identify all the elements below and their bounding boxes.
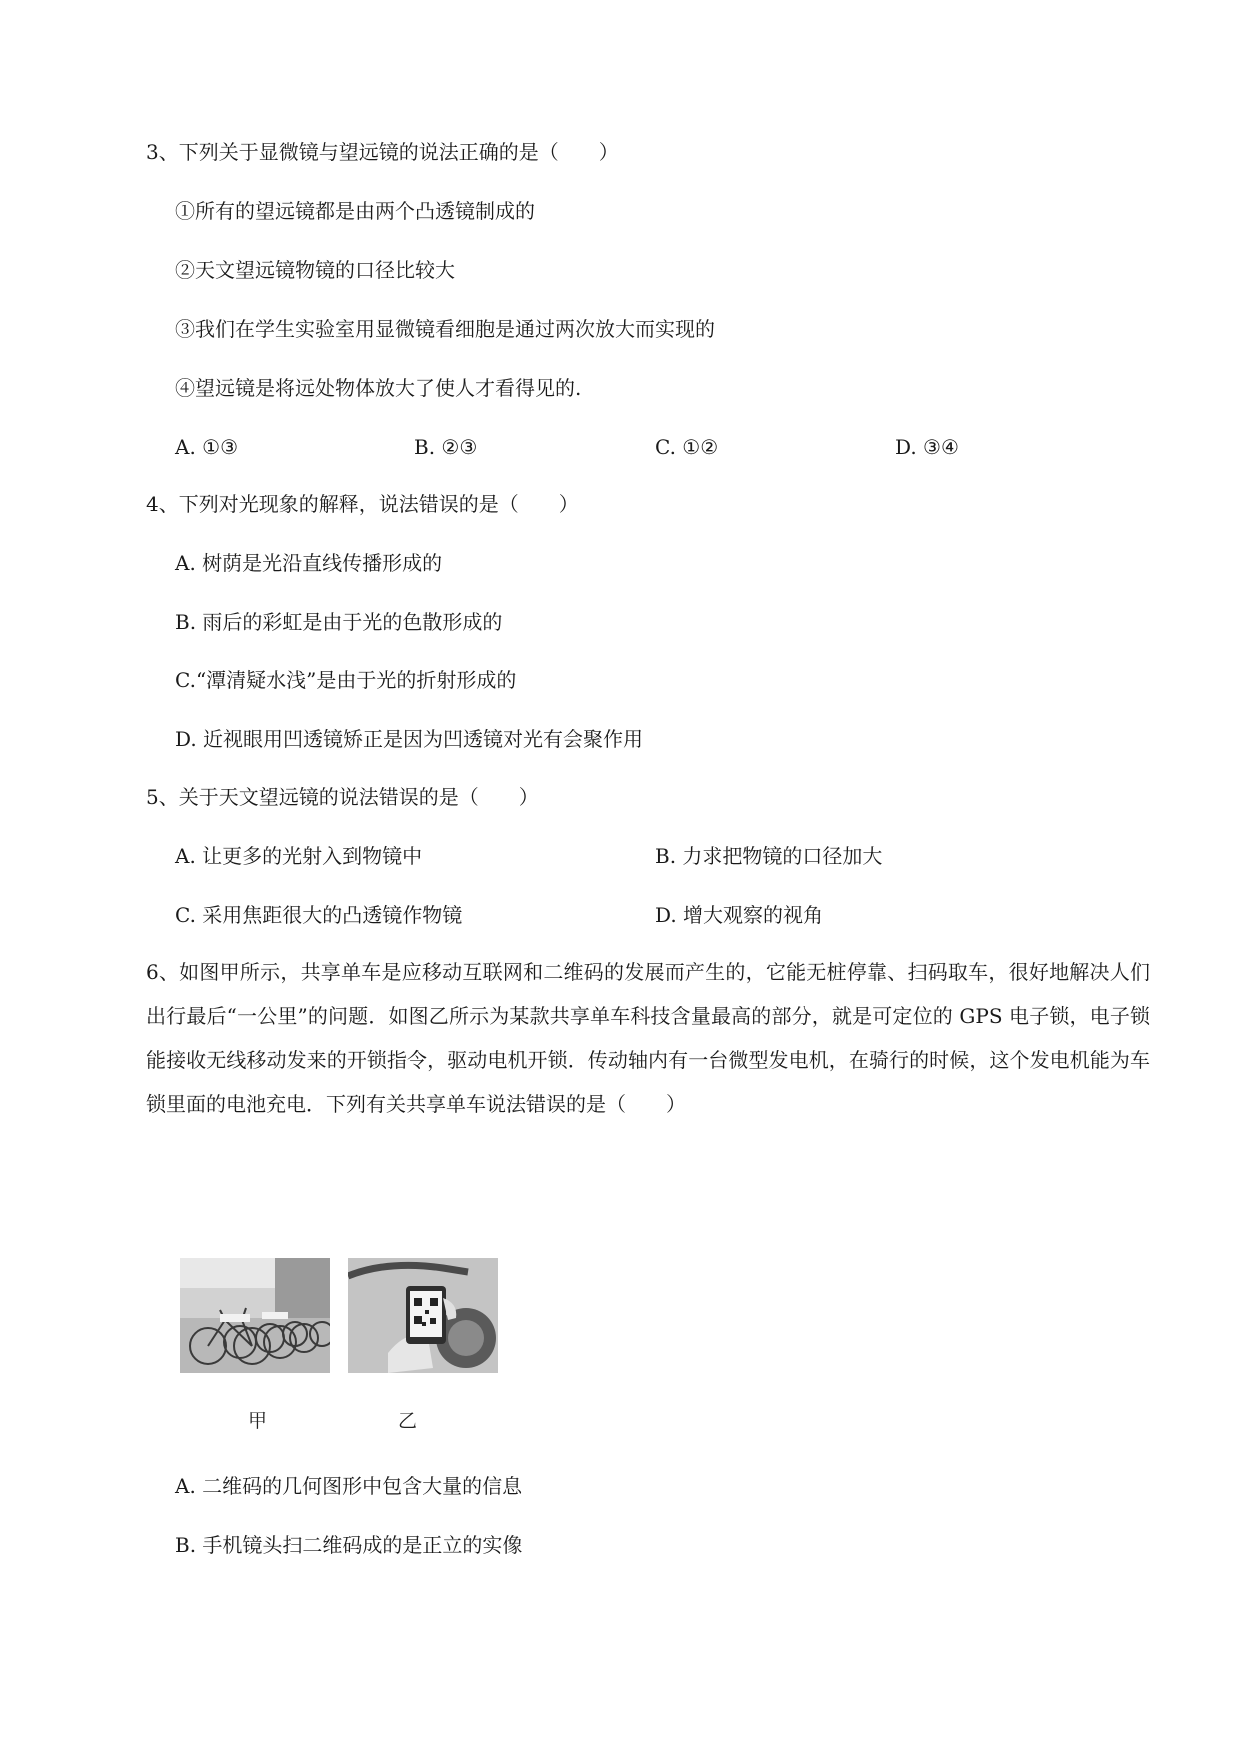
question-6-option-a: A. 二维码的几何图形中包含大量的信息	[175, 1474, 523, 1498]
question-4-option-b: B. 雨后的彩虹是由于光的色散形成的	[175, 610, 503, 634]
question-4-option-c: C.“潭清疑水浅”是由于光的折射形成的	[175, 668, 517, 692]
question-3-statement-1: ①所有的望远镜都是由两个凸透镜制成的	[175, 199, 535, 223]
question-5-option-a: A. 让更多的光射入到物镜中	[175, 844, 423, 868]
question-5-option-d: D. 增大观察的视角	[655, 903, 824, 927]
question-3-option-d: D. ③④	[895, 435, 959, 459]
question-3-option-c: C. ①②	[655, 435, 719, 459]
figure-caption-jia: 甲	[248, 1410, 268, 1432]
question-3-statement-2: ②天文望远镜物镜的口径比较大	[175, 258, 455, 282]
qr-scan-photo	[348, 1258, 498, 1373]
question-6-stem: 6、如图甲所示，共享单车是应移动互联网和二维码的发展而产生的，它能无桩停靠、扫码取车，很好地解决人们出行最后“一公里”的问题．如图乙所示为某款共享单车科技含量最高的部分，就是可定位的 GPS 电子锁，电子锁能接收无线移动发来的开锁指令，驱动电机开锁．传动轴内有一台微型发电机，在骑行的时候，这个发电机能为车锁里面的电池充电．下列有关共享单车说法错误的是（ ）	[146, 960, 1150, 1116]
figure-caption-yi: 乙	[398, 1410, 418, 1432]
question-5-stem: 5、关于天文望远镜的说法错误的是（ ）	[146, 785, 539, 809]
question-5-option-c: C. 采用焦距很大的凸透镜作物镜	[175, 903, 463, 927]
question-3-option-a: A. ①③	[175, 435, 239, 459]
question-3-statement-4: ④望远镜是将远处物体放大了使人才看得见的.	[175, 376, 582, 400]
question-4-stem: 4、下列对光现象的解释，说法错误的是（ ）	[146, 492, 579, 516]
shared-bikes-photo	[180, 1258, 330, 1373]
question-3-option-b: B. ②③	[414, 435, 478, 459]
question-6-option-b: B. 手机镜头扫二维码成的是正立的实像	[175, 1533, 523, 1557]
question-4-option-a: A. 树荫是光沿直线传播形成的	[175, 551, 443, 575]
question-3-stem: 3、下列关于显微镜与望远镜的说法正确的是（ ）	[146, 140, 619, 164]
question-4-option-d: D. 近视眼用凹透镜矫正是因为凹透镜对光有会聚作用	[175, 727, 644, 751]
question-5-option-b: B. 力求把物镜的口径加大	[655, 844, 883, 868]
question-3-statement-3: ③我们在学生实验室用显微镜看细胞是通过两次放大而实现的	[175, 317, 715, 341]
